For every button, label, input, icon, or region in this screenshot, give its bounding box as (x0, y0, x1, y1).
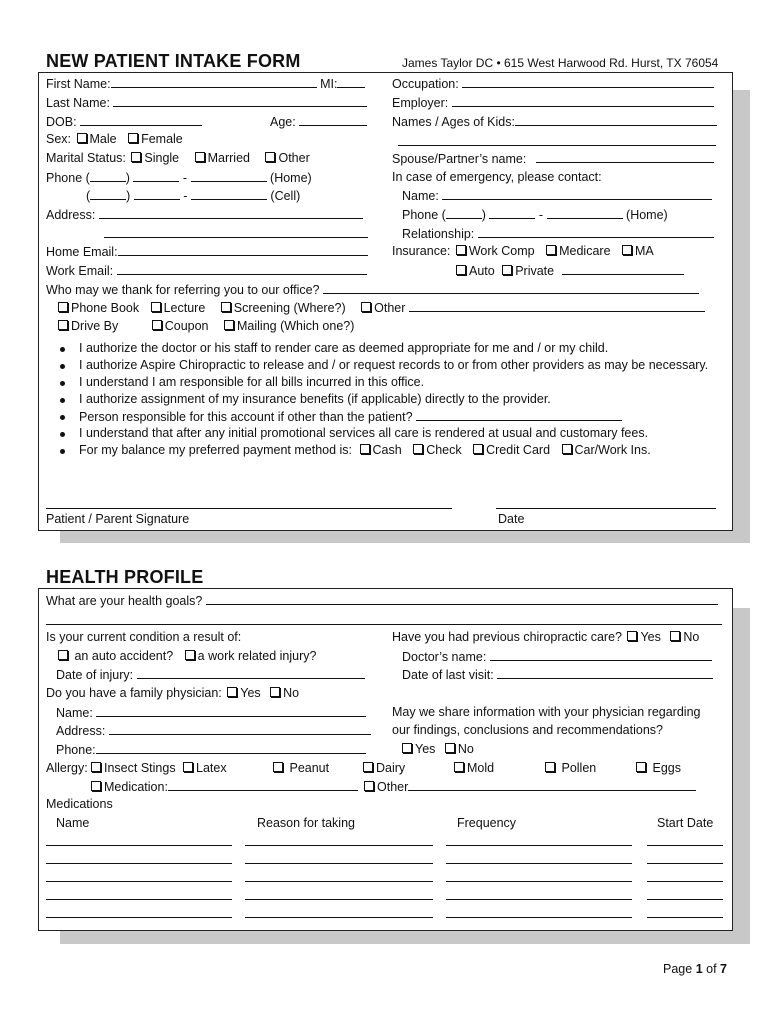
medication-field[interactable] (647, 899, 723, 900)
screening-checkbox[interactable] (221, 302, 231, 312)
address-row (46, 207, 363, 222)
dob-field[interactable] (80, 114, 202, 126)
coupon-label: Coupon (164, 319, 209, 333)
date-injury-row (56, 667, 365, 682)
phys-phone-row (56, 742, 366, 757)
first-name-label: First Name: (46, 77, 111, 91)
page-number: 1 (695, 962, 703, 976)
mi-label: MI: (320, 77, 338, 91)
last-visit-label: Date of last visit: (402, 668, 494, 682)
married-label: Married (207, 151, 250, 165)
home-phone-label: (Home) (270, 171, 312, 185)
work-comp-label: Work Comp (468, 244, 535, 258)
latex-label: Latex (196, 761, 227, 775)
kids-field[interactable] (515, 114, 717, 126)
condition-options (56, 649, 316, 663)
male-checkbox[interactable] (77, 133, 87, 143)
share-yes-label: Yes (415, 742, 436, 756)
phys-address-label: Address: (56, 724, 106, 738)
em-home-label: (Home) (626, 208, 668, 222)
col-reason-header: Reason for taking (257, 816, 355, 830)
phone-label: Phone (46, 171, 83, 185)
phys-no-label: No (283, 686, 300, 700)
single-checkbox[interactable] (131, 152, 141, 162)
clinic-info: James Taylor DC • 615 West Harwood Rd. Hurst, TX 76054 (402, 56, 719, 70)
marital-label: Marital Status: (46, 151, 126, 165)
statement-5-row (79, 409, 622, 424)
peanut-label: Peanut (289, 761, 330, 775)
page-of: of (706, 962, 717, 976)
peanut-option (271, 761, 329, 775)
em-number-field[interactable] (547, 207, 623, 219)
pollen-checkbox[interactable] (545, 762, 555, 772)
ref-other-label: Other (374, 301, 406, 315)
auto-label: Auto (469, 264, 495, 278)
employer-field[interactable] (452, 95, 714, 107)
screening-label: Screening (Where?) (233, 301, 346, 315)
peanut-checkbox[interactable] (273, 762, 283, 772)
medication-field[interactable] (168, 779, 358, 791)
home-number-field[interactable] (191, 170, 267, 182)
sex-row (46, 132, 183, 146)
responsible-field[interactable] (416, 409, 622, 421)
phone-book-label: Phone Book (71, 301, 140, 315)
medication-field[interactable] (647, 845, 723, 846)
cell-phone-label: (Cell) (270, 189, 301, 203)
emergency-label: In case of emergency, please contact: (392, 170, 602, 184)
phys-no-checkbox[interactable] (270, 687, 280, 697)
check-label: Check (426, 443, 462, 457)
medication-field[interactable] (46, 881, 232, 882)
allergy-label: Allergy: (46, 761, 88, 775)
medication-checkbox[interactable] (91, 781, 101, 791)
insect-checkbox[interactable] (91, 762, 101, 772)
work-comp-checkbox[interactable] (456, 245, 466, 255)
form-title: NEW PATIENT INTAKE FORM (46, 51, 301, 71)
pollen-option (543, 761, 596, 775)
phys-name-row (56, 705, 366, 720)
private-label: Private (515, 264, 555, 278)
auto-accident-label: an auto accident? (74, 649, 174, 663)
ma-checkbox[interactable] (622, 245, 632, 255)
pollen-label: Pollen (561, 761, 597, 775)
work-injury-label: a work related injury? (197, 649, 317, 663)
statement-7: For my balance my preferred payment method is: (79, 443, 353, 457)
ma-label: MA (635, 244, 654, 258)
chiro-yes-checkbox[interactable] (627, 631, 637, 641)
phys-address-field[interactable] (109, 723, 371, 735)
share-options (400, 742, 474, 756)
medication-field[interactable] (245, 917, 433, 918)
em-name-field[interactable] (442, 188, 712, 200)
sex-label: Sex: (46, 132, 72, 146)
female-checkbox[interactable] (128, 133, 138, 143)
chiro-yes-label: Yes (640, 630, 661, 644)
eggs-option (634, 761, 681, 775)
medication-field[interactable] (647, 863, 723, 864)
allergy-other-checkbox[interactable] (364, 781, 374, 791)
bullet-icon (60, 381, 65, 386)
phys-phone-field[interactable] (96, 742, 366, 754)
first-name-field[interactable] (111, 76, 317, 88)
allergy-other-field[interactable] (408, 779, 696, 791)
address-label: Address: (46, 208, 96, 222)
statement-1: I authorize the doctor or his staff to render care as deemed appropriate for me and / or my child. (79, 341, 609, 355)
latex-checkbox[interactable] (183, 762, 193, 772)
chiro-no-label: No (683, 630, 700, 644)
medication-allergy-row (89, 779, 358, 794)
statement-4: I authorize assignment of my insurance benefits (if applicable) directly to the provider. (79, 392, 551, 406)
kids-line-2[interactable] (398, 145, 716, 146)
home-prefix-field[interactable] (133, 170, 179, 182)
signature-label: Patient / Parent Signature (46, 512, 190, 526)
prev-chiro-row (392, 630, 699, 644)
cell-prefix-field[interactable] (134, 188, 180, 200)
referral-field[interactable] (323, 282, 699, 294)
age-row (270, 114, 367, 129)
credit-label: Credit Card (486, 443, 551, 457)
last-name-field[interactable] (113, 95, 367, 107)
family-phys-label: Do you have a family physician: (46, 686, 222, 700)
medication-field[interactable] (647, 881, 723, 882)
mold-label: Mold (467, 761, 495, 775)
occupation-label: Occupation: (392, 77, 459, 91)
col-name-header: Name (56, 816, 90, 830)
mold-checkbox[interactable] (454, 762, 464, 772)
insurance-row-2 (454, 263, 684, 278)
age-field[interactable] (299, 114, 367, 126)
signature-field[interactable] (46, 508, 452, 509)
car-ins-label: Car/Work Ins. (574, 443, 651, 457)
last-name-label: Last Name: (46, 96, 110, 110)
employer-label: Employer: (392, 96, 449, 110)
address-line-2[interactable] (104, 237, 368, 238)
work-email-field[interactable] (117, 263, 367, 275)
married-checkbox[interactable] (195, 152, 205, 162)
spouse-row (392, 151, 714, 166)
private-field[interactable] (562, 263, 684, 275)
medication-field[interactable] (46, 917, 232, 918)
private-checkbox[interactable] (502, 265, 512, 275)
age-label: Age: (270, 115, 296, 129)
home-email-field[interactable] (118, 244, 368, 256)
health-title: HEALTH PROFILE (46, 567, 204, 587)
statement-2: I authorize Aspire Chiropractic to release and / or request records to or from other providers as may be necessary. (79, 358, 709, 372)
doctor-name-row (402, 649, 712, 664)
drive-by-label: Drive By (71, 319, 119, 333)
kids-label: Names / Ages of Kids: (392, 115, 515, 129)
relationship-field[interactable] (478, 226, 714, 238)
medication-field[interactable] (446, 863, 632, 864)
phys-yes-label: Yes (240, 686, 261, 700)
last-visit-row (402, 667, 713, 682)
date-injury-label: Date of injury: (56, 668, 134, 682)
date-field[interactable] (496, 508, 716, 509)
kids-row (392, 114, 717, 129)
coupon-checkbox[interactable] (152, 320, 162, 330)
lecture-checkbox[interactable] (151, 302, 161, 312)
lecture-label: Lecture (163, 301, 206, 315)
spouse-field[interactable] (536, 151, 714, 163)
latex-option (181, 761, 227, 775)
dob-label: DOB: (46, 115, 77, 129)
share-text-2: our findings, conclusions and recommendations? (392, 723, 663, 737)
em-prefix-field[interactable] (489, 207, 535, 219)
em-area-field[interactable] (446, 207, 482, 219)
cell-number-field[interactable] (191, 188, 267, 200)
eggs-checkbox[interactable] (636, 762, 646, 772)
doctor-name-label: Doctor’s name: (402, 650, 487, 664)
medication-field[interactable] (245, 881, 433, 882)
phys-name-field[interactable] (96, 705, 366, 717)
marital-row (46, 151, 310, 165)
employer-row (392, 95, 714, 110)
drive-by-checkbox[interactable] (58, 320, 68, 330)
medication-field[interactable] (46, 863, 232, 864)
work-injury-checkbox[interactable] (185, 650, 195, 660)
male-label: Male (89, 132, 117, 146)
share-no-label: No (457, 742, 474, 756)
date-injury-field[interactable] (137, 667, 365, 679)
cell-area-field[interactable] (90, 188, 126, 200)
cash-checkbox[interactable] (360, 444, 370, 454)
last-name-row (46, 95, 367, 110)
phys-phone-label: Phone: (56, 743, 96, 757)
medication-label: Medication: (104, 780, 168, 794)
phone-book-checkbox[interactable] (58, 302, 68, 312)
date-label: Date (498, 512, 525, 526)
eggs-label: Eggs (652, 761, 681, 775)
auto-checkbox[interactable] (456, 265, 466, 275)
female-label: Female (141, 132, 183, 146)
prev-chiro-label: Have you had previous chiropractic care? (392, 630, 622, 644)
col-start-header: Start Date (657, 816, 714, 830)
em-name-row (402, 188, 712, 203)
medication-field[interactable] (446, 845, 632, 846)
address-field[interactable] (99, 207, 363, 219)
auto-accident-checkbox[interactable] (58, 650, 68, 660)
dairy-checkbox[interactable] (363, 762, 373, 772)
statement-7-row (79, 443, 651, 457)
em-phone-row: Phone ( ) - (Home) (402, 208, 668, 222)
occupation-row (392, 76, 714, 91)
phys-yes-checkbox[interactable] (227, 687, 237, 697)
insurance-label: Insurance: (392, 244, 451, 258)
mi-field[interactable] (337, 76, 365, 88)
phys-name-label: Name: (56, 706, 93, 720)
goals-field[interactable] (206, 593, 718, 605)
referral-options-1 (56, 300, 705, 315)
phone-cell-row: ( ) - (Cell) (86, 189, 301, 203)
work-email-label: Work Email: (46, 264, 114, 278)
em-name-label: Name: (402, 189, 439, 203)
bullet-icon (60, 398, 65, 403)
medicare-checkbox[interactable] (546, 245, 556, 255)
phys-address-row (56, 723, 371, 738)
medicare-label: Medicare (559, 244, 611, 258)
dairy-option (361, 761, 405, 775)
dob-row (46, 114, 202, 129)
work-email-row (46, 263, 367, 278)
spouse-label: Spouse/Partner’s name: (392, 152, 527, 166)
allergy-other-label: Other (377, 780, 409, 794)
marital-other-label: Other (278, 151, 310, 165)
dairy-label: Dairy (376, 761, 406, 775)
referral-label: Who may we thank for referring you to our office? (46, 283, 320, 297)
statement-6: I understand that after any initial promotional services all care is rendered at usual and customary fees. (79, 426, 649, 440)
chiro-no-checkbox[interactable] (670, 631, 680, 641)
last-visit-field[interactable] (497, 667, 713, 679)
car-ins-checkbox[interactable] (562, 444, 572, 454)
medication-field[interactable] (446, 881, 632, 882)
bullet-icon (60, 415, 65, 420)
phone-home-row: Phone ( ) - (Home) (46, 171, 312, 185)
goals-label: What are your health goals? (46, 594, 203, 608)
home-area-field[interactable] (90, 170, 126, 182)
share-no-checkbox[interactable] (445, 743, 455, 753)
mailing-label: Mailing (Which one?) (237, 319, 355, 333)
medication-field[interactable] (46, 899, 232, 900)
statement-5: Person responsible for this account if other than the patient? (79, 410, 413, 424)
home-email-label: Home Email: (46, 245, 118, 259)
goals-line-2[interactable] (46, 624, 722, 625)
medication-field[interactable] (446, 917, 632, 918)
allergy-other-row (362, 779, 696, 794)
goals-row (46, 593, 718, 608)
col-frequency-header: Frequency (457, 816, 517, 830)
doctor-name-field[interactable] (490, 649, 712, 661)
bullet-icon (60, 449, 65, 454)
mailing-checkbox[interactable] (224, 320, 234, 330)
share-yes-checkbox[interactable] (402, 743, 412, 753)
single-label: Single (144, 151, 180, 165)
first-name-row (46, 76, 365, 91)
family-phys-row (46, 686, 299, 700)
condition-label: Is your current condition a result of: (46, 630, 242, 644)
relationship-row (402, 226, 714, 241)
insect-label: Insect Stings (104, 761, 176, 775)
referral-options-2 (56, 319, 354, 333)
check-checkbox[interactable] (413, 444, 423, 454)
cash-label: Cash (372, 443, 402, 457)
insurance-row (392, 244, 654, 258)
marital-other-checkbox[interactable] (265, 152, 275, 162)
medication-field[interactable] (446, 899, 632, 900)
statement-3: I understand I am responsible for all bills incurred in this office. (79, 375, 425, 389)
medication-field[interactable] (245, 845, 433, 846)
bullet-icon (60, 364, 65, 369)
page-indicator (663, 962, 727, 976)
home-email-row (46, 244, 368, 259)
insect-option (89, 761, 176, 775)
bullet-icon (60, 432, 65, 437)
medication-field[interactable] (245, 863, 433, 864)
medication-field[interactable] (245, 899, 433, 900)
relationship-label: Relationship: (402, 227, 475, 241)
credit-checkbox[interactable] (473, 444, 483, 454)
ref-other-checkbox[interactable] (361, 302, 371, 312)
page-total: 7 (720, 962, 727, 976)
share-text-1: May we share information with your physician regarding (392, 705, 701, 719)
medications-label: Medications (46, 797, 113, 811)
em-phone-label: Phone (402, 208, 439, 222)
page-label: Page (663, 962, 693, 976)
referral-row (46, 282, 699, 297)
medication-field[interactable] (46, 845, 232, 846)
mold-option (452, 761, 494, 775)
bullet-icon (60, 347, 65, 352)
ref-other-field[interactable] (409, 300, 705, 312)
occupation-field[interactable] (462, 76, 714, 88)
medication-field[interactable] (647, 917, 723, 918)
